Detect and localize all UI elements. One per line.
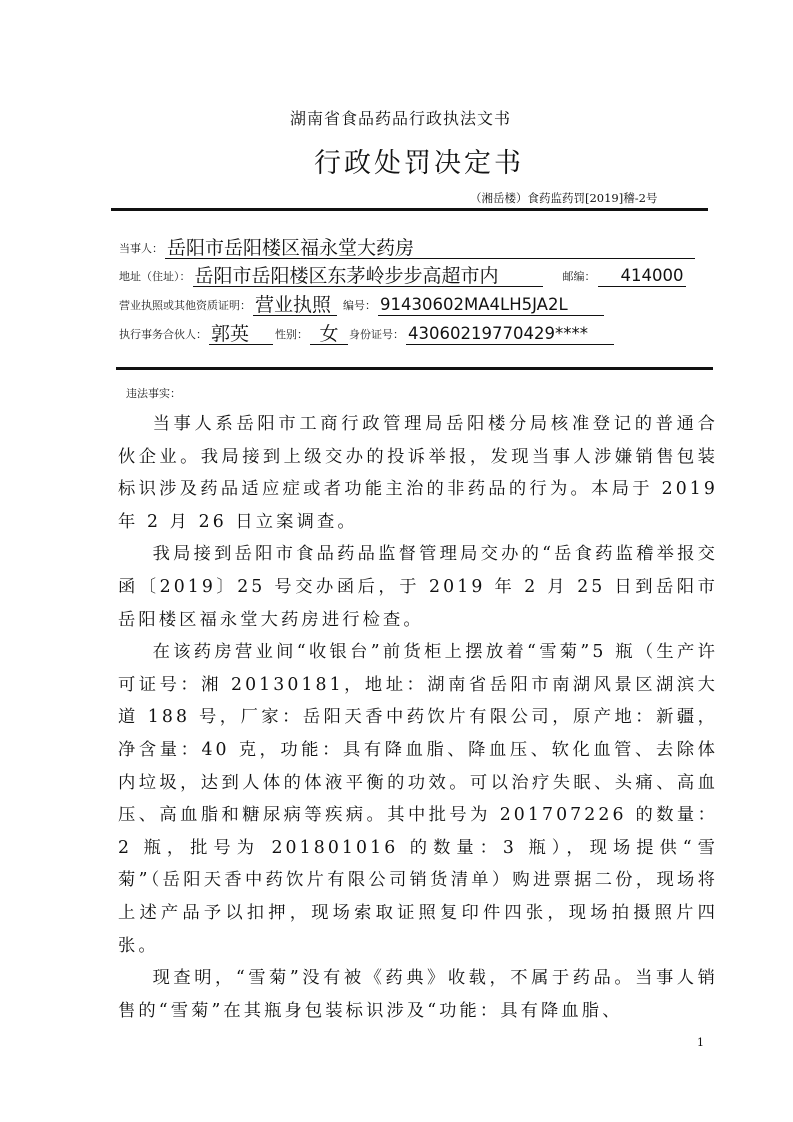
facts-body	[118, 408, 718, 1027]
postcode-value: 414000	[598, 266, 686, 287]
gender-value: 女	[310, 324, 348, 345]
document-title: 行政处罚决定书	[314, 148, 524, 179]
document-subtitle: 湖南省食品药品行政执法文书	[290, 109, 512, 128]
partner-row	[119, 321, 614, 345]
party-value: 岳阳市岳阳楼区福永堂大药房	[165, 238, 695, 259]
facts-paragraph: 在该药房营业间“收银台”前货柜上摆放着“雪菊”5 瓶（生产许可证号：湘 20130181，地址：湖南省岳阳市南湖风景区湖滨大道 188 号，厂家：岳阳天香中药饮片有限公司，原产地：新疆，净含量：40 克，功能：具有降血脂、降血压、软化血管、去除体内垃圾，达到人体的体液平衡的功效。可以治疗失眠、头痛、高血压、高血脂和糖尿病等疾病。其中批号为 201707226 的数量：2 瓶，批号为 201801016 的数量：3 瓶），现场提供“雪菊”（岳阳天香中药饮片有限公司销货清单）购进票据二份，现场将上述产品予以扣押，现场索取证照复印件四张，现场拍摄照片四张。	[118, 642, 718, 956]
party-row	[119, 235, 695, 259]
gender-label: 性别：	[275, 328, 308, 341]
partner-label: 执行事务合伙人：	[119, 328, 207, 341]
facts-paragraph: 当事人系岳阳市工商行政管理局岳阳楼分局核准登记的普通合伙企业。我局接到上级交办的投诉举报，发现当事人涉嫌销售包装标识涉及药品适应症或者功能主治的非药品的行为。本局于 2019 年 2 月 26 日立案调查。	[118, 414, 718, 532]
facts-paragraph: 现查明，“雪菊”没有被《药典》收载，不属于药品。当事人销售的“雪菊”在其瓶身包装标识涉及“功能：具有降血脂、	[118, 968, 718, 1021]
facts-section-label: 违法事实：	[126, 387, 181, 400]
header-divider	[111, 208, 708, 211]
address-value: 岳阳市岳阳楼区东茅岭步步高超市内	[193, 266, 543, 287]
facts-paragraph: 我局接到岳阳市食品药品监督管理局交办的“岳食药监稽举报交函〔2019〕25 号交办函后，于 2019 年 2 月 25 日到岳阳市岳阳楼区福永堂大药房进行检查。	[118, 544, 718, 630]
id-number-value: 43060219770429****	[406, 324, 614, 345]
license-label: 营业执照或其他资质证明：	[119, 299, 251, 312]
postcode-label: 邮编：	[562, 270, 596, 283]
party-label: 当事人：	[119, 242, 163, 255]
license-row	[119, 292, 604, 316]
license-number-value: 91430602MA4LH5JA2L	[378, 295, 604, 316]
partner-value: 郭英	[209, 324, 273, 345]
page-number: 1	[697, 1036, 704, 1049]
section-divider	[116, 367, 713, 370]
id-number-label: 身份证号：	[349, 328, 404, 341]
license-number-label: 编号：	[343, 299, 376, 312]
address-label: 地址（住址）：	[119, 270, 191, 283]
document-number: （湘岳楼）食药监药罚[2019]稽-2号	[470, 191, 658, 205]
address-row	[119, 263, 686, 287]
license-value: 营业执照	[253, 295, 337, 316]
